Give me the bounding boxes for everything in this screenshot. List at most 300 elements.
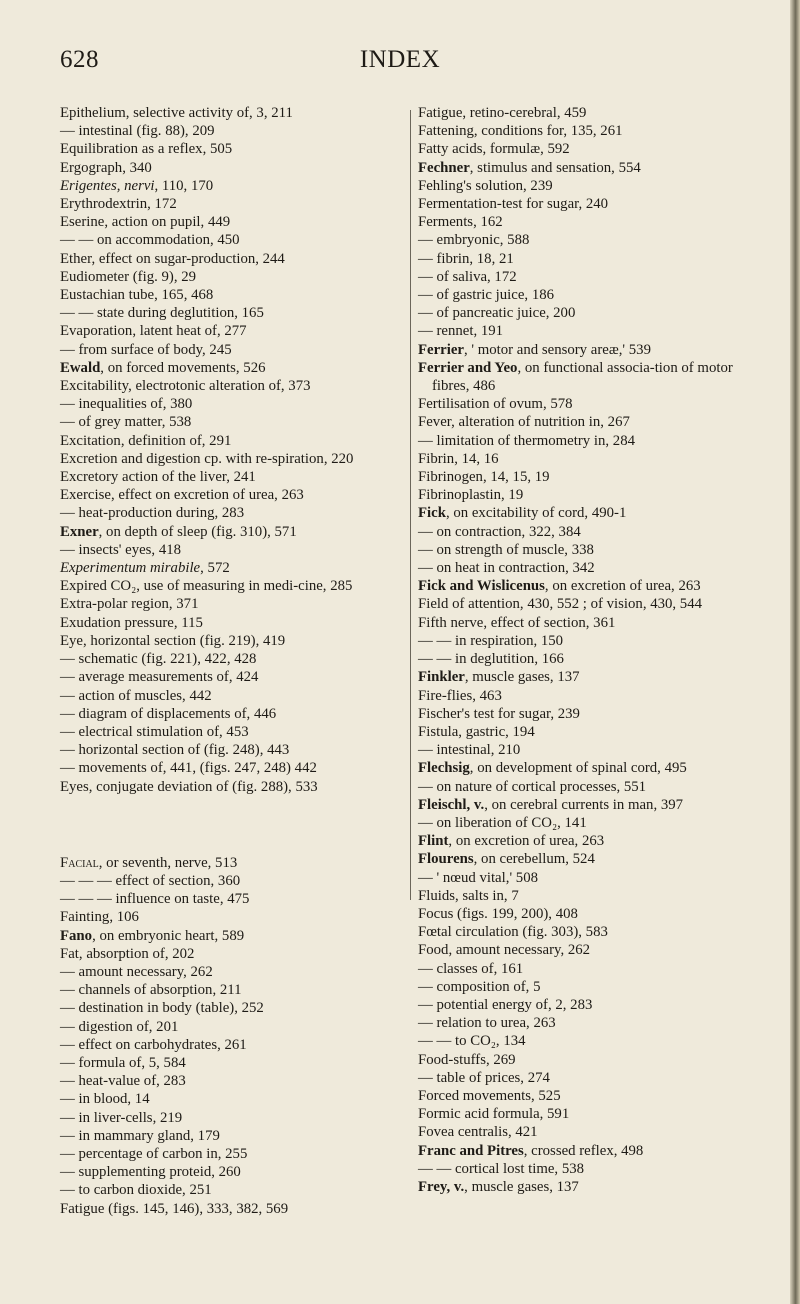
- index-entry: [60, 286, 405, 304]
- index-entry: [60, 999, 405, 1017]
- index-entry: [418, 687, 763, 705]
- index-entry: [418, 231, 763, 249]
- index-entry: [418, 432, 763, 450]
- index-entry-heading: Frey, v.: [418, 1178, 465, 1195]
- index-entry-text: , 165, 468: [154, 287, 214, 304]
- index-entry-heading: Eyes: [60, 778, 89, 795]
- index-entry: [418, 869, 763, 887]
- index-entry: [418, 213, 763, 231]
- index-entry: [60, 632, 405, 650]
- index-entry: [60, 981, 405, 999]
- index-entry: [60, 614, 405, 632]
- index-entry-text: — ' nœud vital,' 508: [418, 869, 539, 886]
- index-entry-text: — on contraction, 322, 384: [418, 523, 581, 540]
- index-entry-text: , 340: [122, 159, 152, 176]
- index-entry-heading: Exercise: [60, 487, 111, 504]
- index-entry-text: , selective activity of, 3, 211: [125, 105, 293, 121]
- index-entry-text: — of gastric juice, 186: [418, 287, 555, 304]
- index-entry-text: , on development of spinal cord, 495: [469, 760, 687, 777]
- index-entry-text: — in liver-cells, 219: [60, 1109, 183, 1126]
- index-entry-text: — channels of absorption, 211: [60, 982, 242, 999]
- index-entry: [418, 741, 763, 759]
- index-entry-heading: Flechsig: [418, 760, 470, 777]
- index-entry: [418, 814, 763, 832]
- index-entry-text: — limitation of thermometry in, 284: [418, 432, 635, 449]
- index-entry-heading: Excretory: [60, 469, 119, 486]
- index-entry-text: — embryonic, 588: [418, 232, 530, 249]
- index-entry-text: — diagram of displacements of, 446: [60, 705, 277, 722]
- index-entry: [60, 359, 405, 377]
- index-entry-text: — rennet, 191: [418, 323, 504, 340]
- index-entry-heading: Fat: [60, 945, 79, 962]
- index-entry-text: , on excitability of cord, 490-1: [445, 505, 627, 522]
- index-entry-heading: Evaporation: [60, 323, 133, 340]
- index-entry-text: — — — effect of section, 360: [60, 872, 241, 889]
- section-gap: [60, 796, 405, 854]
- index-entry-heading: Fatigue: [418, 105, 463, 121]
- index-entry: [60, 322, 405, 340]
- index-entry: [60, 778, 405, 796]
- index-entry-text: — fibrin, 18, 21: [418, 250, 514, 267]
- index-entry: [418, 268, 763, 286]
- index-entry-text: — on nature of cortical processes, 551: [418, 778, 647, 795]
- index-entry-heading: Fluids: [418, 887, 456, 904]
- index-entry: [60, 159, 405, 177]
- index-entry-text: — inequalities of, 380: [60, 396, 193, 413]
- index-entry-text: , 269: [485, 1051, 516, 1068]
- index-entry-text: , 172: [147, 196, 177, 213]
- index-entry-heading: Franc and Pitres: [418, 1142, 524, 1159]
- index-entry-text: — — in deglutition, 166: [418, 651, 564, 668]
- index-entry-heading: Ewald: [60, 359, 101, 376]
- index-entry: [60, 177, 405, 195]
- index-entry-heading: Epithelium: [60, 105, 126, 121]
- index-entry-heading: Fatty acids: [418, 141, 483, 158]
- index-entry: [418, 978, 763, 996]
- index-entry: [418, 887, 763, 905]
- index-entry: [60, 486, 405, 504]
- index-entry: [418, 395, 763, 413]
- index-entry: [60, 759, 405, 777]
- index-entry-text: , 572: [200, 560, 230, 577]
- index-entry-text: , stimulus and sensation, 554: [469, 159, 641, 176]
- index-entry-text: — percentage of carbon in, 255: [60, 1145, 248, 1162]
- index-entry: [60, 963, 405, 981]
- index-entry-heading: Fibrinogen: [418, 469, 483, 486]
- index-entry-text: — insects' eyes, 418: [60, 541, 182, 558]
- index-entry: [60, 195, 405, 213]
- index-entry: [418, 996, 763, 1014]
- index-entry-text: , effect of section, 361: [483, 614, 616, 631]
- index-entry-text: — supplementing proteid, 260: [60, 1164, 241, 1181]
- index-entry-text: , action on pupil, 449: [104, 214, 231, 231]
- index-entry-heading: Fechner: [418, 159, 470, 176]
- index-entry-text: , effect on sugar-production, 244: [91, 250, 285, 267]
- index-entry-heading: Food-stuffs: [418, 1051, 486, 1068]
- index-entry: [60, 1127, 405, 1145]
- index-entry-text: , conditions for, 135, 261: [473, 123, 623, 140]
- index-entry-text: , muscle gases, 137: [464, 1178, 579, 1195]
- index-entry: [418, 1032, 763, 1050]
- index-entry: [418, 322, 763, 340]
- index-entry: [60, 1036, 405, 1054]
- index-entry: [60, 395, 405, 413]
- column-divider: [410, 110, 411, 900]
- index-entry: [60, 1200, 405, 1218]
- index-entry: [418, 905, 763, 923]
- index-entry-text: pressure, 115: [120, 614, 203, 631]
- index-entry-text: — from surface of body, 245: [60, 341, 232, 358]
- index-entry: [418, 1160, 763, 1178]
- index-entry-text: circulation (fig. 303), 583: [451, 924, 608, 941]
- index-entry: [60, 250, 405, 268]
- index-entry: [60, 231, 405, 249]
- index-entry-text: , formulæ, 592: [482, 141, 570, 158]
- index-entry: [418, 650, 763, 668]
- index-entry-text: movements, 525: [459, 1087, 561, 1104]
- index-entry-heading: Expired: [60, 578, 107, 595]
- index-entry-heading: Finkler: [418, 669, 465, 686]
- index-entry-text: — movements of, 441, (figs. 247, 248) 442: [60, 760, 317, 777]
- index-entry: [60, 1181, 405, 1199]
- index-entry: [418, 595, 763, 613]
- index-entry: [418, 250, 763, 268]
- running-title: INDEX: [359, 46, 441, 73]
- index-entry: [60, 122, 405, 140]
- index-entry: [418, 523, 763, 541]
- index-entry-heading: Fleischl, v.: [418, 796, 485, 813]
- index-entry-text: , on cerebellum, 524: [473, 851, 595, 868]
- index-entry: [418, 1105, 763, 1123]
- index-entry-text: , 110, 170: [154, 177, 214, 194]
- index-entry-heading: Ergograph: [60, 159, 123, 176]
- index-entry-heading: Extra-polar: [60, 596, 128, 613]
- index-entry-heading: Fainting: [60, 909, 110, 926]
- index-entry-text: — — — influence on taste, 475: [60, 891, 250, 908]
- index-entry-heading: Fatigue: [60, 1200, 105, 1217]
- index-entry-text: — in blood, 14: [60, 1091, 150, 1108]
- index-entry: [60, 104, 405, 122]
- index-entry: [418, 1142, 763, 1160]
- index-entry: [418, 778, 763, 796]
- index-entry-heading: Ferrier: [418, 341, 464, 358]
- index-entry-heading: Exudation: [60, 614, 121, 631]
- index-entry-text: , 19: [501, 487, 524, 504]
- index-entry: [418, 1069, 763, 1087]
- index-entry: [60, 890, 405, 908]
- index-entry-heading: Eye: [60, 632, 84, 649]
- index-entry-text: — of grey matter, 538: [60, 414, 192, 431]
- index-entry-text: of attention, 430, 552 ; of vision, 430, 544: [448, 596, 703, 613]
- index-entry: [418, 341, 763, 359]
- index-entry: [60, 723, 405, 741]
- index-entry-heading: Eserine: [60, 214, 105, 231]
- index-entry-text: , 463: [472, 687, 502, 704]
- index-entry: [418, 177, 763, 195]
- index-entry: [418, 159, 763, 177]
- index-entry: [418, 1014, 763, 1032]
- index-entry-heading: Excitation: [60, 432, 121, 449]
- index-entry: [418, 486, 763, 504]
- index-entry-heading: Food: [418, 942, 449, 959]
- index-entry-text: , crossed reflex, 498: [523, 1142, 644, 1159]
- index-entry-heading: Fistula: [418, 723, 459, 740]
- index-entry: [418, 304, 763, 322]
- index-entry-heading: Eustachian tube: [60, 287, 155, 304]
- index-entry-text: — heat-value of, 283: [60, 1073, 186, 1090]
- index-column-right: [418, 104, 763, 1196]
- index-entry-heading: Erythrodextrin: [60, 196, 148, 213]
- index-entry-text: , muscle gases, 137: [464, 669, 580, 686]
- index-entry-text: — in mammary gland, 179: [60, 1127, 220, 1144]
- index-entry-text: — schematic (fig. 221), 422, 428: [60, 651, 257, 668]
- index-entry: [418, 104, 763, 122]
- page-edge-shadow: [790, 0, 800, 1304]
- index-entry-text: — classes of, 161: [418, 960, 524, 977]
- index-entry-text: , or seventh, nerve, 513: [98, 854, 238, 871]
- index-entry-text: — action of muscles, 442: [60, 687, 212, 704]
- index-entry-text: , 239: [523, 177, 553, 194]
- index-entry: [60, 1163, 405, 1181]
- index-entry: [418, 759, 763, 777]
- index-entry-text: action of the liver, 241: [118, 469, 256, 486]
- index-entry-heading: Fehling's solution: [418, 177, 524, 194]
- index-entry-text: , ' motor and sensory areæ,' 539: [464, 341, 651, 358]
- index-entry: [418, 1051, 763, 1069]
- index-entry: [60, 1018, 405, 1036]
- index-entry-text: — to carbon dioxide, 251: [60, 1182, 212, 1199]
- index-entry-heading: Experimentum mirabile: [60, 560, 201, 577]
- index-entry-heading: Focus: [418, 905, 454, 922]
- index-entry: [60, 268, 405, 286]
- index-column-left: [60, 104, 405, 1218]
- index-entry: [418, 559, 763, 577]
- index-entry-heading: Fertilisation: [418, 396, 490, 413]
- index-entry: [418, 668, 763, 686]
- index-entry-text: — composition of, 5: [418, 978, 541, 995]
- index-entry-text: — relation to urea, 263: [418, 1015, 556, 1032]
- index-entry: [418, 723, 763, 741]
- index-entry-text: for sugar, 239: [494, 705, 580, 722]
- index-entry-text: — average measurements of, 424: [60, 669, 259, 686]
- index-entry: [60, 1109, 405, 1127]
- index-entry: [418, 468, 763, 486]
- index-entry-text: — on strength of muscle, 338: [418, 541, 594, 558]
- index-entry: [60, 650, 405, 668]
- index-entry-heading: Fermentation-test: [418, 196, 523, 213]
- page-header: [60, 46, 740, 76]
- index-entry: [60, 140, 405, 158]
- index-entry-text: — horizontal section of (fig. 248), 443: [60, 742, 290, 759]
- index-entry-text: — effect on carbohydrates, 261: [60, 1036, 247, 1053]
- index-entry-text: — heat-production during, 283: [60, 505, 245, 522]
- index-entry-heading: Eudiometer: [60, 268, 130, 285]
- index-entry: [60, 523, 405, 541]
- index-entry-heading: Erigentes, nervi: [60, 177, 155, 194]
- index-entry: [418, 286, 763, 304]
- index-entry-text: , on embryonic heart, 589: [92, 927, 245, 944]
- index-entry: [418, 140, 763, 158]
- index-entry-text: , definition of, 291: [120, 432, 232, 449]
- index-entry-text: — potential energy of, 2, 283: [418, 996, 593, 1013]
- index-entry: [418, 632, 763, 650]
- index-entry-text: , 14, 16: [454, 450, 499, 467]
- index-entry: [418, 1178, 763, 1196]
- index-entry-text: — on liberation of CO₂, 141: [418, 814, 587, 831]
- index-entry: [418, 450, 763, 468]
- index-entry: [60, 854, 405, 872]
- index-entry-heading: Fovea centralis: [418, 1124, 508, 1141]
- index-entry: [60, 432, 405, 450]
- index-entry-text: — — cortical lost time, 538: [418, 1160, 585, 1177]
- index-entry-text: — on heat in contraction, 342: [418, 560, 595, 577]
- index-entry-text: , latent heat of, 277: [132, 323, 247, 340]
- index-entry-text: — destination in body (table), 252: [60, 1000, 264, 1017]
- index-entry-text: formula, 591: [489, 1106, 570, 1123]
- index-entry: [418, 1087, 763, 1105]
- index-entry: [60, 468, 405, 486]
- index-entry: [60, 872, 405, 890]
- index-entry-heading: Flint: [418, 833, 449, 850]
- index-entry-heading: Fœtal: [418, 924, 452, 941]
- index-entry-text: , conjugate deviation of (fig. 288), 533: [88, 778, 318, 795]
- index-entry-heading: Fano: [60, 927, 93, 944]
- index-entry-heading: Field: [418, 596, 449, 613]
- index-entry: [418, 413, 763, 431]
- index-entry: [60, 341, 405, 359]
- index-entry: [418, 941, 763, 959]
- index-entry-text: — — to CO₂, 134: [418, 1033, 526, 1050]
- index-entry: [60, 377, 405, 395]
- index-entry: [60, 668, 405, 686]
- index-entry: [418, 614, 763, 632]
- index-entry-text: — — on accommodation, 450: [60, 232, 240, 249]
- index-entry-heading: Fischer's test: [418, 705, 495, 722]
- index-entry: [60, 945, 405, 963]
- index-entry-text: — amount necessary, 262: [60, 963, 213, 980]
- index-entry-text: — — in respiration, 150: [418, 632, 564, 649]
- index-entry-text: of ovum, 578: [489, 396, 573, 413]
- index-entry: [418, 577, 763, 595]
- index-entry-text: (fig. 9), 29: [129, 268, 197, 285]
- index-entry: [60, 304, 405, 322]
- index-entry: [60, 413, 405, 431]
- index-entry-text: as a reflex, 505: [138, 141, 233, 158]
- index-entry-text: , on forced movements, 526: [100, 359, 266, 376]
- index-entry-text: , electrotonic alteration of, 373: [128, 378, 311, 395]
- index-entry: [60, 504, 405, 522]
- index-entry-text: and digestion cp. with re-spiration, 220: [117, 450, 354, 467]
- index-entry-heading: Fick: [418, 505, 446, 522]
- index-entry: [60, 1072, 405, 1090]
- index-entry-heading: Fibrin: [418, 450, 455, 467]
- index-entry: [60, 908, 405, 926]
- index-entry-text: — intestinal, 210: [418, 742, 521, 759]
- index-entry: [60, 213, 405, 231]
- index-entry-heading: Ferments: [418, 214, 474, 231]
- index-entry: [418, 541, 763, 559]
- index-entry-heading: Facial: [60, 854, 99, 871]
- index-entry-text: , 421: [507, 1124, 538, 1141]
- index-entry-text: , effect on excretion of urea, 263: [110, 487, 304, 504]
- index-entry-text: — — state during deglutition, 165: [60, 305, 264, 322]
- index-entry: [60, 595, 405, 613]
- index-entry-heading: Excitability: [60, 378, 129, 395]
- index-entry-text: , 14, 15, 19: [482, 469, 550, 486]
- index-entry-text: , 162: [473, 214, 503, 231]
- index-entry-heading: Fever: [418, 414, 452, 431]
- index-entry: [418, 504, 763, 522]
- index-entry-text: , on functional associa-tion of motor fibres, 486: [432, 359, 737, 395]
- index-entry-heading: Fibrinoplastin: [418, 487, 502, 504]
- index-entry-heading: Fattening: [418, 123, 474, 140]
- index-entry-heading: Ether: [60, 250, 92, 267]
- index-entry: [60, 1054, 405, 1072]
- index-entry-heading: Flourens: [418, 851, 474, 868]
- index-entry-heading: Equilibration: [60, 141, 139, 158]
- index-entry: [60, 927, 405, 945]
- index-entry-text: , amount necessary, 262: [448, 942, 591, 959]
- index-entry: [418, 122, 763, 140]
- index-entry: [418, 832, 763, 850]
- index-entry: [418, 195, 763, 213]
- index-entry: [60, 559, 405, 577]
- index-entry-text: , on cerebral currents in man, 397: [484, 796, 684, 813]
- index-entry-heading: Fifth nerve: [418, 614, 484, 631]
- index-entry-heading: Excretion: [60, 450, 118, 467]
- index-entry-text: , horizontal section (fig. 219), 419: [83, 632, 286, 649]
- index-entry-heading: Forced: [418, 1087, 460, 1104]
- index-entry-text: , alteration of nutrition in, 267: [451, 414, 630, 431]
- index-entry: [418, 923, 763, 941]
- index-entry-text: , on excretion of urea, 263: [448, 833, 605, 850]
- index-entry-text: , 106: [109, 909, 139, 926]
- page-number: 628: [60, 46, 99, 73]
- index-entry-heading: Ferrier and Yeo: [418, 359, 518, 376]
- index-entry-text: — of saliva, 172: [418, 268, 517, 285]
- index-entry: [60, 1145, 405, 1163]
- index-entry: [60, 577, 405, 595]
- index-entry: [60, 541, 405, 559]
- index-entry-text: , salts in, 7: [455, 887, 519, 904]
- index-entry-heading: Fire-flies: [418, 687, 473, 704]
- index-entry: [60, 741, 405, 759]
- index-entry: [60, 705, 405, 723]
- index-entry: [60, 450, 405, 468]
- index-entry-text: — digestion of, 201: [60, 1018, 179, 1035]
- index-entry-text: , retino-cerebral, 459: [462, 105, 587, 121]
- index-entry-text: , on excretion of urea, 263: [544, 578, 701, 595]
- index-entry-text: CO₂, use of measuring in medi-cine, 285: [106, 578, 353, 595]
- index-entry: [418, 960, 763, 978]
- index-entry-text: — electrical stimulation of, 453: [60, 723, 249, 740]
- index-entry: [418, 1123, 763, 1141]
- index-entry-heading: Exner: [60, 523, 99, 540]
- index-entry-text: — intestinal (fig. 88), 209: [60, 123, 215, 140]
- index-entry: [60, 687, 405, 705]
- index-entry: [418, 359, 763, 395]
- index-entry-text: — formula of, 5, 584: [60, 1054, 186, 1071]
- index-entry-text: region, 371: [127, 596, 199, 613]
- index-entry: [60, 1090, 405, 1108]
- index-entry-text: , gastric, 194: [458, 723, 535, 740]
- index-entry: [418, 850, 763, 868]
- index-entry-text: , absorption of, 202: [78, 945, 195, 962]
- index-entry: [418, 796, 763, 814]
- index-entry-text: (figs. 199, 200), 408: [453, 905, 578, 922]
- index-entry-text: — of pancreatic juice, 200: [418, 305, 576, 322]
- index-entry: [418, 705, 763, 723]
